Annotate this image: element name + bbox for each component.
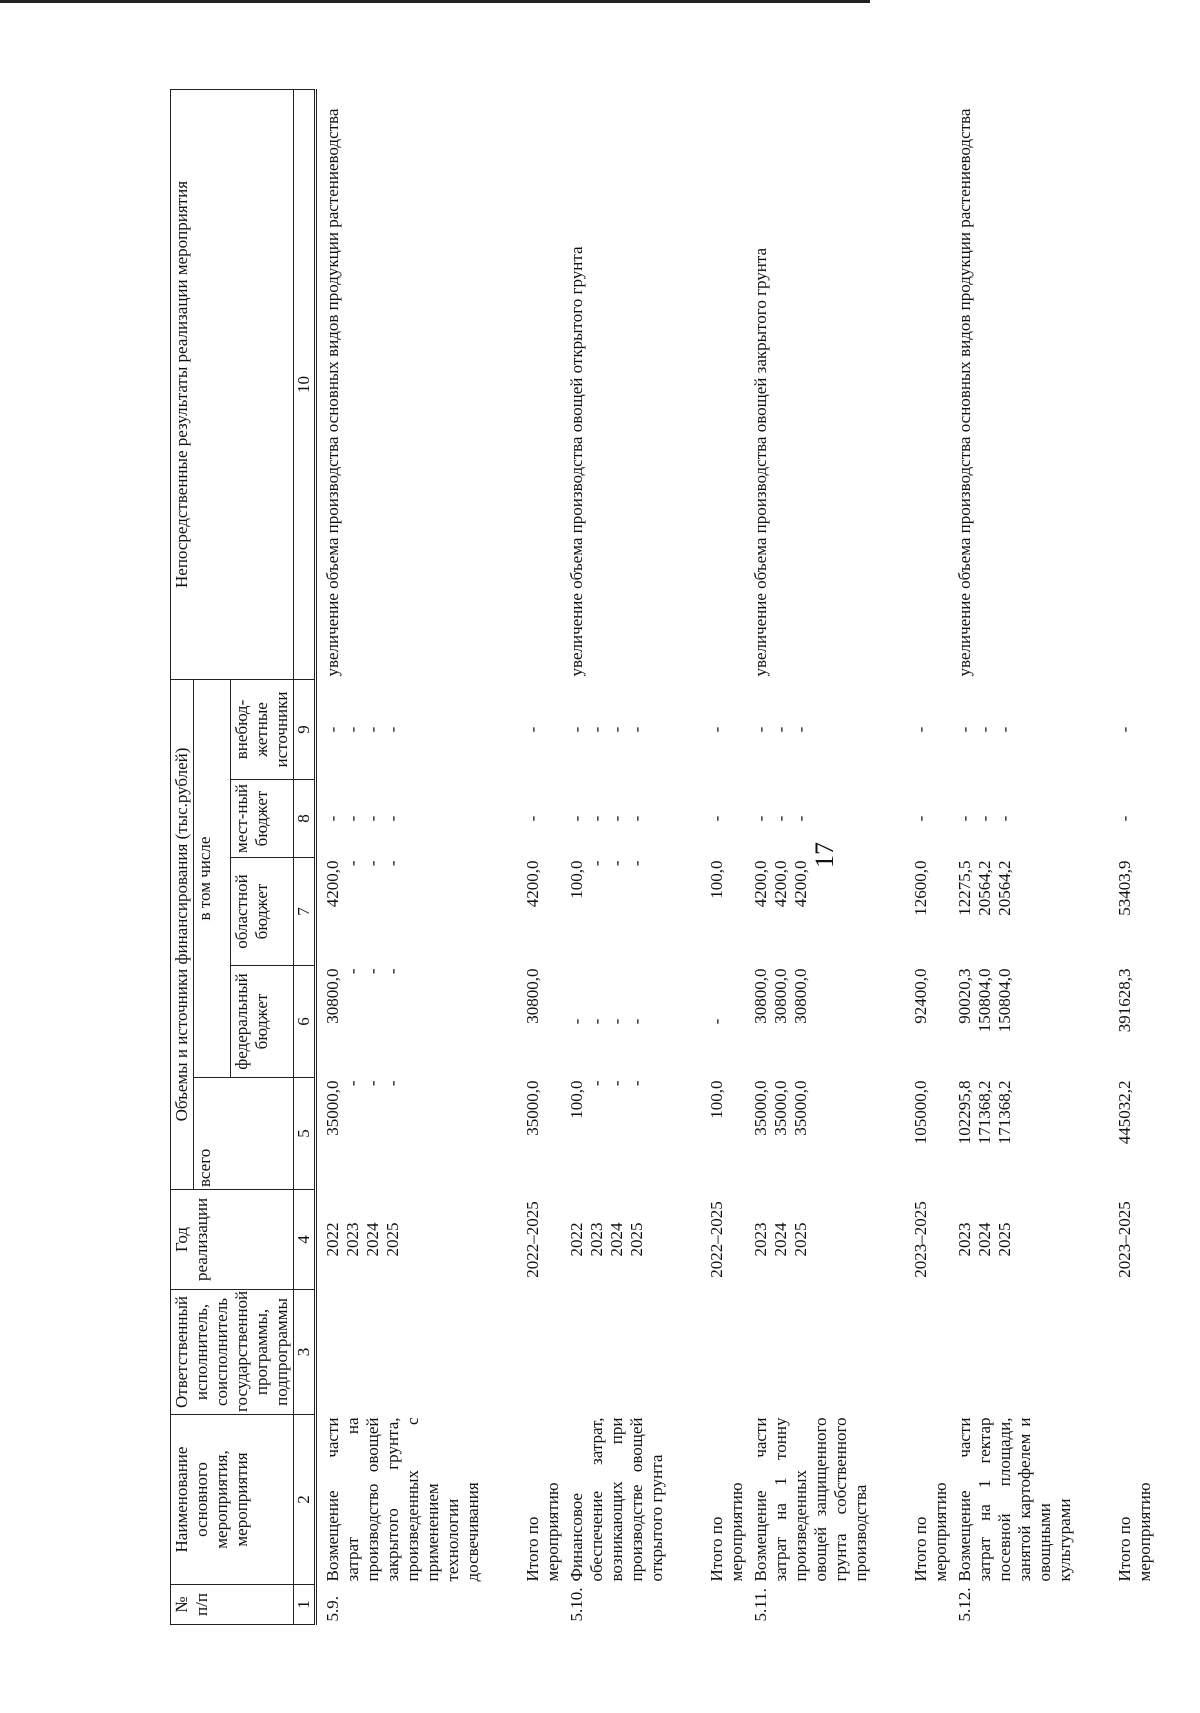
result-text xyxy=(907,89,955,679)
total-value: 102295,8 171368,2 171368,2 xyxy=(955,1080,1014,1145)
result-text: увеличение объема производства овощей закрытого грунта xyxy=(751,247,770,677)
federal-value: 90020,3 150804,0 150804,0 xyxy=(955,968,1014,1033)
measure-name: Возмещение части затрат на 1 тонну произведенных овощей защищенного грунта собственного производства xyxy=(751,1417,870,1582)
extra-value: - xyxy=(1115,726,1134,733)
row-number: 5.10. xyxy=(567,1587,586,1622)
scan-edge-line xyxy=(0,0,870,3)
header-name: Наименование основного мероприятия, мероприятия xyxy=(171,1415,294,1585)
extra-value: - xyxy=(911,726,930,733)
regional-value: 4200,0 xyxy=(523,860,542,908)
years: 2023–2025 xyxy=(1115,1201,1134,1278)
measure-name: Финансовое обеспечение затрат, возникающих при производстве овощей открытого грунта xyxy=(567,1417,666,1582)
table-row xyxy=(316,89,484,1624)
regional-value: 53403,9 xyxy=(1115,860,1134,916)
measure-name: Возмещение части затрат на 1 гектар посевной площади, занятой картофелем и овощными культурами xyxy=(955,1417,1074,1582)
header-local: мест-ный бюджет xyxy=(231,780,294,858)
local-value: - - - - xyxy=(323,815,402,822)
measure-name: Итого по мероприятию xyxy=(707,1482,746,1582)
total-value: 35000,0 - - - xyxy=(323,1080,402,1136)
measure-name: Итого по мероприятию xyxy=(911,1482,950,1582)
federal-value: 30800,0 30800,0 30800,0 xyxy=(751,968,810,1024)
funding-table xyxy=(170,89,1159,1625)
row-spacer xyxy=(483,89,519,1624)
row-spacer xyxy=(667,89,703,1624)
result-text: увеличение объема производства овощей открытого грунта xyxy=(567,246,586,677)
executor xyxy=(316,1290,484,1415)
row-number: 5.11. xyxy=(751,1588,770,1622)
years: 2023–2025 xyxy=(911,1201,930,1278)
total-value: 35000,0 xyxy=(523,1080,542,1136)
row-spacer xyxy=(871,89,907,1624)
result-text xyxy=(1111,89,1159,679)
total-value: 100,0 - - - xyxy=(567,1080,646,1119)
result-text: увеличение объема производства основных видов продукции растениеводства xyxy=(955,108,974,677)
years: 2022 2023 2024 2025 xyxy=(567,1222,646,1257)
regional-value: 4200,0 - - - xyxy=(323,860,402,908)
executor xyxy=(907,1290,955,1415)
regional-value: 100,0 xyxy=(707,860,726,899)
measure-name: Итого по мероприятию xyxy=(523,1482,562,1582)
regional-value: 100,0 - - - xyxy=(567,860,646,899)
regional-value: 4200,0 4200,0 4200,0 xyxy=(751,860,810,908)
local-value: - xyxy=(707,815,726,822)
years: 2023 2024 2025 xyxy=(751,1222,810,1257)
column-number: 7 xyxy=(294,858,316,966)
table-row-total xyxy=(519,89,567,1624)
regional-value: 12275,5 20564,2 20564,2 xyxy=(955,860,1014,916)
measure-name: Возмещение части затрат на производство овощей закрытого грунта, произведенных с применением технологии досвечивания xyxy=(323,1417,482,1582)
years: 2022–2025 xyxy=(523,1201,542,1278)
federal-value: 391628,3 xyxy=(1115,968,1134,1033)
result-text: увеличение объема производства основных видов продукции растениеводства xyxy=(323,108,342,677)
regional-value: 12600,0 xyxy=(911,860,930,916)
total-value: 105000,0 xyxy=(911,1080,930,1145)
row-number: 5.12. xyxy=(955,1587,974,1622)
local-value: - - - xyxy=(955,815,1014,822)
header-total: всего xyxy=(194,1078,294,1190)
table-row xyxy=(955,89,1075,1624)
extra-value: - - - xyxy=(751,726,810,733)
local-value: - xyxy=(523,815,542,822)
column-number: 9 xyxy=(294,679,316,779)
header-executor: Ответственный исполнитель, соисполнитель государственной программы, подпрограммы xyxy=(171,1290,294,1415)
total-value: 100,0 xyxy=(707,1080,726,1119)
column-number: 8 xyxy=(294,780,316,858)
extra-value: - xyxy=(523,726,542,733)
local-value: - xyxy=(911,815,930,822)
header-results: Непосредственные результаты реализации мероприятия xyxy=(171,89,294,679)
column-number: 5 xyxy=(294,1078,316,1190)
row-number xyxy=(703,1585,751,1625)
row-number: 5.9. xyxy=(323,1596,342,1622)
column-number: 6 xyxy=(294,966,316,1078)
extra-value: - xyxy=(707,726,726,733)
extra-value: - - - - xyxy=(567,726,646,733)
table-row xyxy=(751,89,871,1624)
local-value: - - - - xyxy=(567,815,646,822)
table-row-total xyxy=(907,89,955,1624)
local-value: - xyxy=(1115,815,1134,822)
table-row-total xyxy=(703,89,751,1624)
executor xyxy=(751,1290,871,1415)
total-value: 445032,2 xyxy=(1115,1080,1134,1145)
measure-name: Итого по мероприятию xyxy=(1115,1482,1154,1582)
column-number: 4 xyxy=(294,1190,316,1290)
executor xyxy=(1111,1290,1159,1415)
executor xyxy=(703,1290,751,1415)
header-including: в том числе xyxy=(194,679,231,1077)
rotated-table-container xyxy=(170,90,1154,1625)
years: 2022 2023 2024 2025 xyxy=(323,1222,402,1257)
extra-value: - - - xyxy=(955,726,1014,733)
table-row xyxy=(567,89,667,1624)
column-number: 1 xyxy=(294,1585,316,1625)
result-text xyxy=(703,89,751,679)
header-funding-group: Объемы и источники финансирования (тыс.рублей) xyxy=(171,679,194,1189)
total-value: 35000,0 35000,0 35000,0 xyxy=(751,1080,810,1136)
extra-value: - - - - xyxy=(323,726,402,733)
row-number xyxy=(519,1585,567,1625)
page-number: 17 xyxy=(810,842,839,868)
table-row-total xyxy=(1111,89,1159,1624)
local-value: - - - xyxy=(751,815,810,822)
row-number xyxy=(1111,1585,1159,1625)
federal-value: - - - - xyxy=(567,1018,646,1025)
header-federal: федеральный бюджет xyxy=(231,966,294,1078)
executor xyxy=(519,1290,567,1415)
years: 2023 2024 2025 xyxy=(955,1222,1014,1257)
federal-value: 30800,0 xyxy=(523,968,542,1024)
column-number: 10 xyxy=(294,89,316,679)
years: 2022–2025 xyxy=(707,1201,726,1278)
header-regional: областной бюджет xyxy=(231,858,294,966)
row-spacer xyxy=(1075,89,1111,1624)
federal-value: 92400,0 xyxy=(911,968,930,1024)
column-number: 2 xyxy=(294,1415,316,1585)
federal-value: 30800,0 - - - xyxy=(323,968,402,1024)
column-number: 3 xyxy=(294,1290,316,1415)
federal-value: - xyxy=(707,1018,726,1025)
header-year: Год реализации xyxy=(171,1190,294,1290)
executor xyxy=(567,1290,667,1415)
header-extra: внебюд-жетные источники xyxy=(231,679,294,779)
header-num: № п/п xyxy=(171,1585,294,1625)
executor xyxy=(955,1290,1075,1415)
row-number xyxy=(907,1585,955,1625)
result-text xyxy=(519,89,567,679)
